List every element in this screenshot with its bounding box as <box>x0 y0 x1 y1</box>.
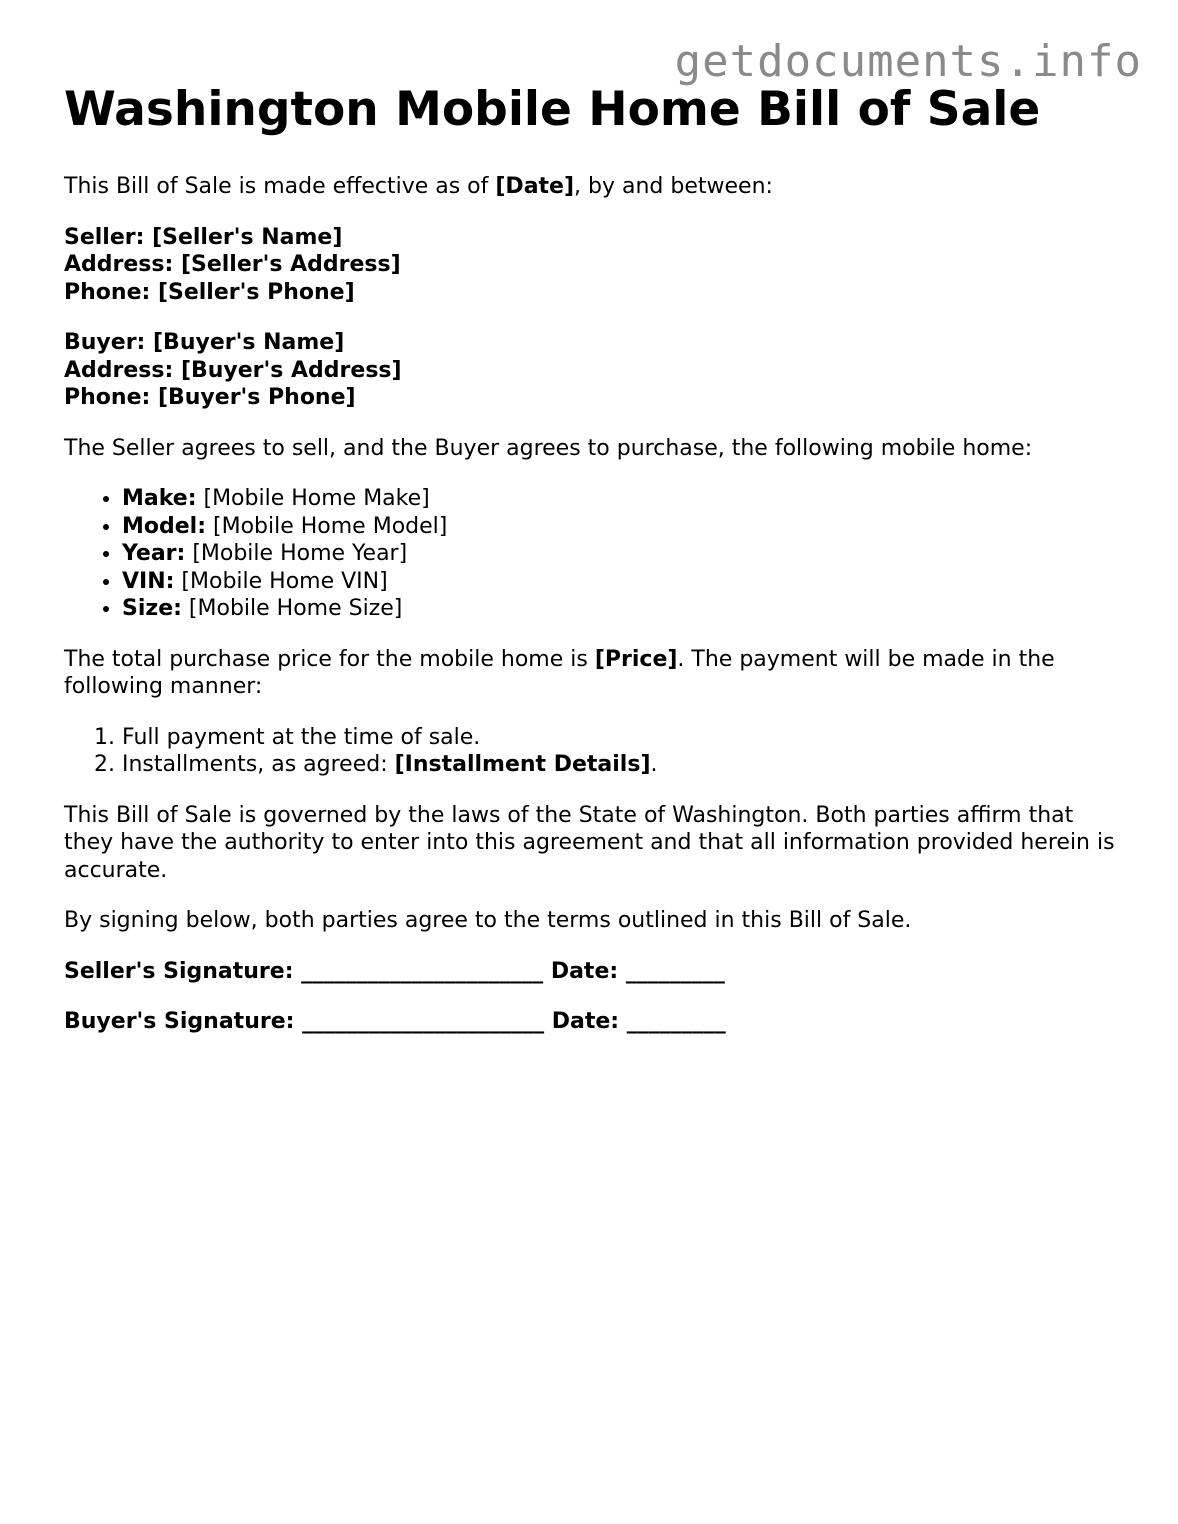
intro-text-before: This Bill of Sale is made effective as of <box>64 174 496 199</box>
seller-info <box>64 224 1124 307</box>
page-title: Washington Mobile Home Bill of Sale <box>64 82 1041 137</box>
detail-label: Size: <box>122 596 182 621</box>
payment-options-list <box>64 724 1124 779</box>
detail-value: [Mobile Home Year] <box>185 541 408 566</box>
signing-paragraph: By signing below, both parties agree to the terms outlined in this Bill of Sale. <box>64 908 912 933</box>
governing-law-paragraph: This Bill of Sale is governed by the laws of the State of Washington. Both parties affirm that they have the authority to enter into this agreement and that all information provided herein is accurate. <box>64 802 1115 883</box>
installments-period: . <box>650 752 658 777</box>
price-text-after: . The payment will be made in the following manner: <box>64 646 1055 699</box>
seller-signature-line: Seller's Signature: ______________________ Date: _________ <box>64 958 725 984</box>
effective-date-placeholder: [Date] <box>495 174 575 199</box>
buyer-signature-line: Buyer's Signature: ______________________ Date: _________ <box>64 1009 726 1034</box>
seller-name-line: Seller: [Seller's Name] <box>64 224 343 250</box>
detail-value: [Mobile Home Make] <box>196 486 430 511</box>
detail-label: VIN: <box>122 568 175 594</box>
watermark: getdocuments.info <box>674 36 1142 87</box>
agreement-paragraph: The Seller agrees to sell, and the Buyer agrees to purchase, the following mobile home: <box>64 435 1033 461</box>
installment-details-placeholder: [Installment Details] <box>394 752 651 777</box>
detail-make <box>122 485 1124 513</box>
buyer-name-line: Buyer: [Buyer's Name] <box>64 330 345 355</box>
installments-text: Installments, as agreed: <box>122 752 395 777</box>
detail-year <box>122 540 1124 568</box>
payment-option-full: 1. Full payment at the time of sale. <box>122 724 1124 752</box>
price-text-before: The total purchase price for the mobile home is <box>64 646 595 672</box>
seller-address-line: Address: [Seller's Address] <box>64 252 401 277</box>
detail-label: Make: <box>122 486 197 511</box>
document-body <box>64 80 1124 1059</box>
price-paragraph <box>64 646 1124 701</box>
detail-label: Model: <box>122 513 207 539</box>
price-placeholder: [Price] <box>594 646 678 672</box>
detail-size <box>122 595 1124 623</box>
buyer-address-line: Address: [Buyer's Address] <box>64 357 402 383</box>
detail-value: [Mobile Home VIN] <box>174 568 388 594</box>
detail-value: [Mobile Home Model] <box>206 513 448 539</box>
detail-value: [Mobile Home Size] <box>181 596 403 621</box>
mobile-home-details-list <box>64 485 1124 623</box>
buyer-phone-line: Phone: [Buyer's Phone] <box>64 385 356 410</box>
seller-phone-line: Phone: [Seller's Phone] <box>64 279 355 305</box>
detail-label: Year: <box>122 541 186 566</box>
buyer-info <box>64 329 1124 412</box>
detail-model <box>122 513 1124 541</box>
intro-paragraph <box>64 173 1124 201</box>
detail-vin <box>122 568 1124 596</box>
payment-option-installments <box>122 751 1124 779</box>
intro-text-after: , by and between: <box>574 174 773 199</box>
